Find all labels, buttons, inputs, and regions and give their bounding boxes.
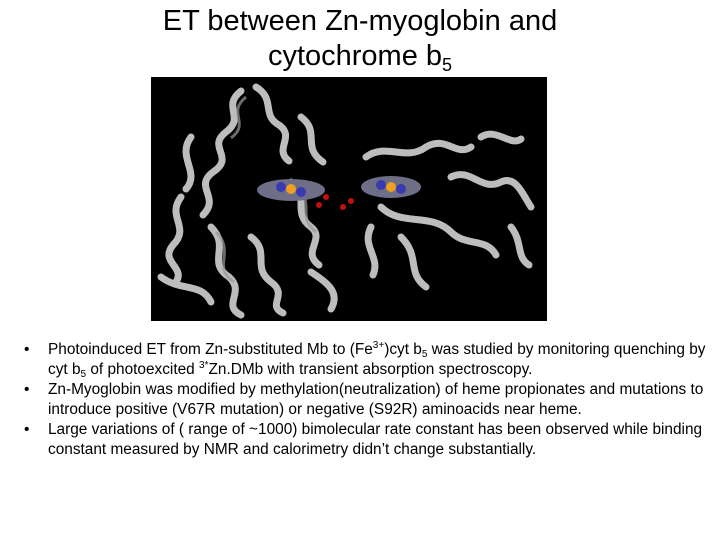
slide-title (0, 4, 720, 74)
bullet-text: Zn-Myoglobin was modified by methylation(neutralization) of heme propionates and mutations to introduce positive (V67R mutation) or negative (S92R) aminoacids near heme. (48, 381, 704, 418)
title-line-2 (0, 39, 720, 74)
bullet-item (24, 340, 714, 380)
title-line-2-main: cytochrome b (267, 40, 443, 72)
bullet-marker: • (24, 381, 30, 398)
title-line-1: ET between Zn-myoglobin and (162, 5, 558, 37)
title-subscript: 5 (442, 55, 453, 75)
bullet-item (24, 380, 714, 420)
bullet-item (24, 420, 714, 460)
bullet-text: Photoinduced ET from Zn-substituted Mb to $(Fe^{3+})cyt$ $b_5$ was studied by monitoring quenching by cyt $b_5$ of photoexcited $^{3*}$Zn.DMb with transient absorption spectroscopy. (48, 340, 706, 380)
bullet-text: Large variations of ( range of ~1000) bimolecular rate constant has been observed while binding constant measured by NMR and calorimetry didn’t change substantially. (48, 421, 703, 458)
bullet-marker: • (24, 341, 30, 358)
bullet-marker: • (24, 421, 30, 438)
protein-complex-image (151, 77, 547, 321)
bullet-list (24, 340, 714, 460)
protein-structure-rendering (151, 77, 547, 321)
